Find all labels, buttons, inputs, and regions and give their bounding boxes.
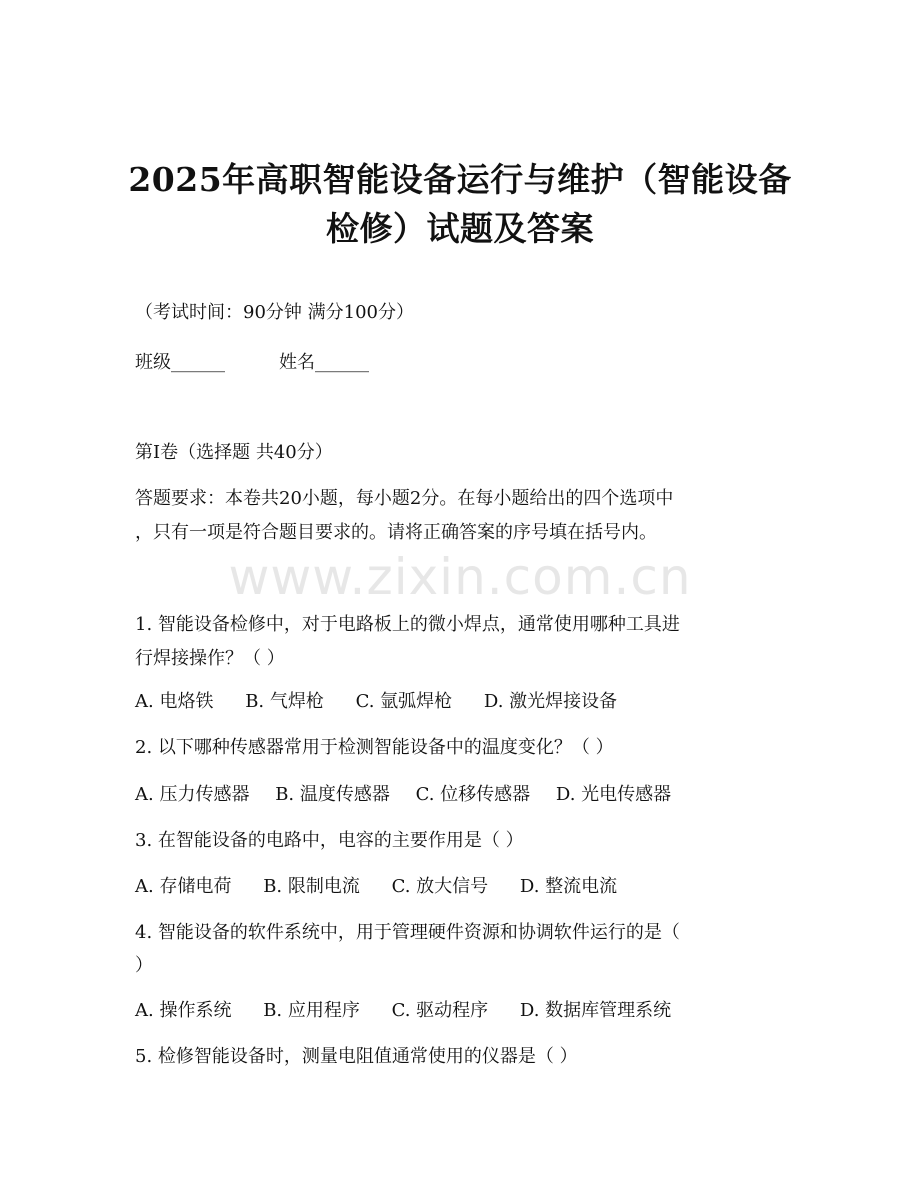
question-3-options (135, 870, 785, 904)
name-label: 姓名 (279, 352, 315, 373)
question-1-option-a: A. 电烙铁 (135, 691, 214, 712)
question-1-option-d: D. 激光焊接设备 (483, 691, 618, 712)
student-fields (135, 346, 785, 380)
question-4-options (135, 994, 785, 1028)
watermark-text: www.zixin.com.cn (228, 548, 692, 606)
question-1-stem-line-1: 1. 智能设备检修中，对于电路板上的微小焊点，通常使用哪种工具进 (135, 614, 680, 635)
question-3-option-a: A. 存储电荷 (135, 876, 232, 897)
section-heading: 第I卷（选择题 共40分） (135, 442, 333, 463)
question-3-option-b: B. 限制电流 (263, 876, 360, 897)
question-2-option-a: A. 压力传感器 (135, 784, 250, 805)
document-title-line-1: 2025年高职智能设备运行与维护（智能设备 (128, 160, 792, 199)
instructions-line-1: 答题要求：本卷共20小题，每小题2分。在每小题给出的四个选项中 (135, 488, 674, 509)
class-blank: ______ (171, 352, 225, 373)
question-4-option-b: B. 应用程序 (263, 1000, 360, 1021)
question-1-option-b: B. 气焊枪 (245, 691, 324, 712)
question-1-stem-line-2: 行焊接操作？（ ） (135, 648, 285, 669)
class-label: 班级 (135, 352, 171, 373)
question-5-stem: 5. 检修智能设备时，测量电阻值通常使用的仪器是（ ） (135, 1046, 578, 1067)
document-title-line-2: 检修）试题及答案 (326, 209, 594, 248)
instructions-line-2: ，只有一项是符合题目要求的。请将正确答案的序号填在括号内。 (135, 522, 657, 543)
question-3-option-c: C. 放大信号 (391, 876, 489, 897)
name-blank: ______ (315, 352, 369, 373)
question-4-option-a: A. 操作系统 (135, 1000, 232, 1021)
question-2-option-d: D. 光电传感器 (555, 784, 672, 805)
exam-info: （考试时间：90分钟 满分100分） (135, 302, 414, 323)
question-4-option-d: D. 数据库管理系统 (519, 1000, 672, 1021)
question-4-stem-line-1: 4. 智能设备的软件系统中，用于管理硬件资源和协调软件运行的是（ (135, 922, 680, 943)
question-2-options (135, 778, 785, 812)
question-4-stem-line-2: ） (135, 955, 153, 976)
question-2-stem: 2. 以下哪种传感器常用于检测智能设备中的温度变化？（ ） (135, 737, 614, 758)
question-3-option-d: D. 整流电流 (519, 876, 618, 897)
question-2-option-b: B. 温度传感器 (275, 784, 390, 805)
question-4-option-c: C. 驱动程序 (391, 1000, 489, 1021)
question-3-stem: 3. 在智能设备的电路中，电容的主要作用是（ ） (135, 830, 524, 851)
question-1-options (135, 685, 785, 719)
question-1-option-c: C. 氩弧焊枪 (355, 691, 453, 712)
question-2-option-c: C. 位移传感器 (415, 784, 531, 805)
